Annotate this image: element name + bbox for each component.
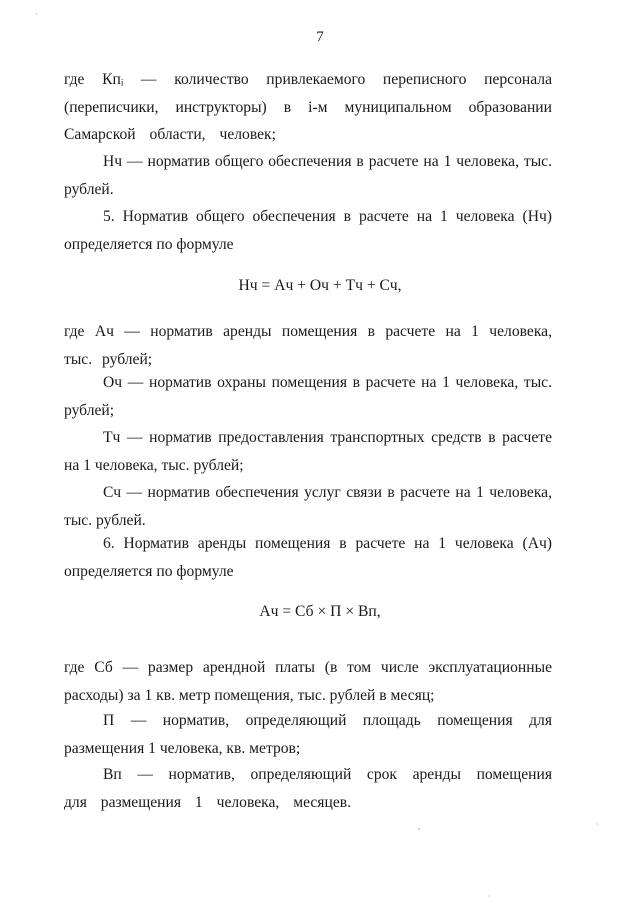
page-number: 7 <box>316 29 324 45</box>
formula-ach: Ач = Сб × П × Вп, <box>259 603 381 620</box>
paragraph-5: 5. Норматив общего обеспечения в расчете на 1 человека (Нч) определяется по формуле <box>64 208 552 253</box>
paragraph-6: 6. Норматив аренды помещения в расчете на 1 человека (Ач) определяется по формуле <box>64 535 552 580</box>
scan-speck: , <box>418 822 420 831</box>
definition-vp: Вп — норматив, определяющий срок аренды помещения для размещения 1 человека, месяцев. <box>64 766 552 811</box>
definition-tch: Тч — норматив предоставления транспортных средств в расчете на 1 человека, тыс. рублей; <box>64 429 552 474</box>
definition-p: П — норматив, определяющий площадь помещения для размещения 1 человека, кв. метров; <box>64 712 552 757</box>
definition-och: Оч — норматив охраны помещения в расчете на 1 человека, тыс. рублей; <box>64 374 552 419</box>
formula-nch: Нч = Ач + Оч + Тч + Сч, <box>238 277 402 294</box>
definition-nch: Нч — норматив общего обеспечения в расчете на 1 человека, тыс. рублей. <box>64 153 552 198</box>
scan-speck: · <box>596 820 599 829</box>
definition-sch: Сч — норматив обеспечения услуг связи в расчете на 1 человека, тыс. рублей. <box>64 484 552 529</box>
definition-sb: где Сб — размер арендной платы (в том числе эксплуатационные расходы) за 1 кв. метр помещения, тыс. рублей в месяц; <box>64 659 552 704</box>
scan-speck: · <box>488 892 491 901</box>
definition-kp: где Кпᵢ — количество привлекаемого переписного персонала (переписчики, инструкторы) в i-м муниципальном образовании Самарской области, человек; <box>64 71 552 143</box>
scan-speck: · <box>35 10 38 19</box>
definition-ach: где Ач — норматив аренды помещения в расчете на 1 человека, тыс. рублей; <box>64 323 552 368</box>
